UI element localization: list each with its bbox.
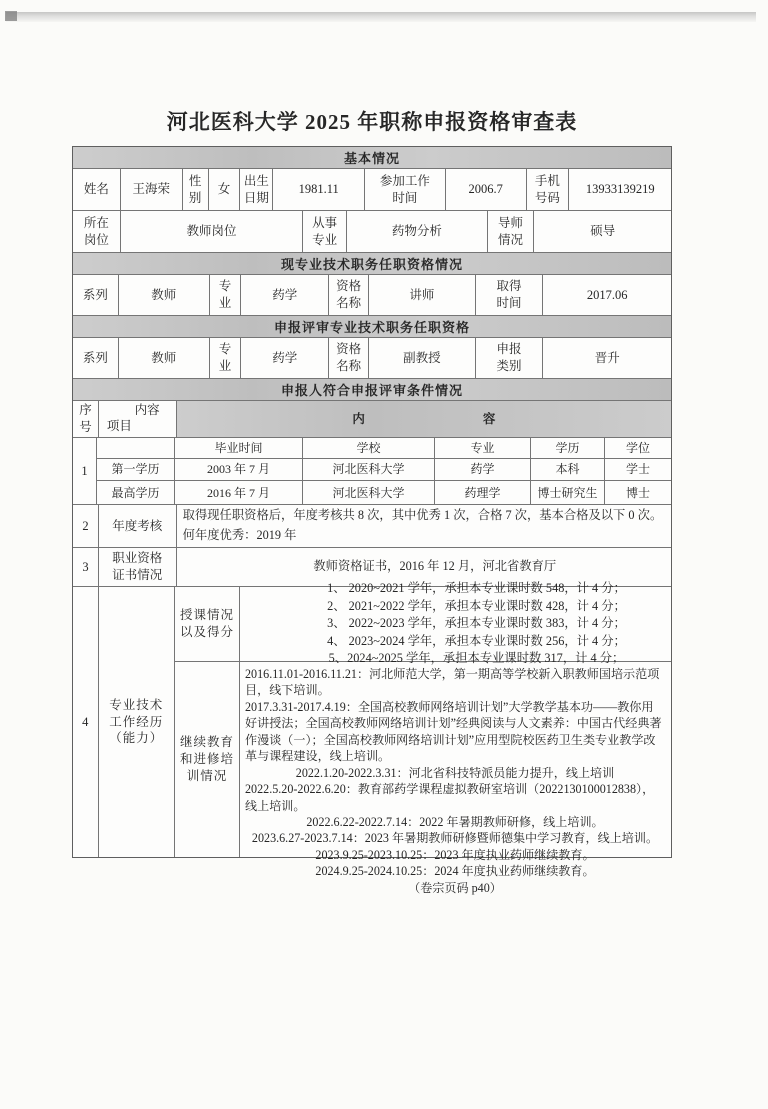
teaching-label: 授课情况以及得分 xyxy=(175,587,240,661)
professional-certificate-number: 3 xyxy=(73,548,99,586)
obtained-time-label: 取得时间 xyxy=(476,275,544,315)
phone-label: 手机号码 xyxy=(527,169,570,210)
apply-major-label: 专业 xyxy=(210,338,242,378)
teaching-subrow xyxy=(175,581,671,666)
training-line: 2023.6.27-2023.7.14：2023 年暑期教师研修暨师德集中学习教育，线上培训。 xyxy=(251,831,659,846)
apply-type-value: 晋升 xyxy=(594,350,620,365)
post-value: 教师岗位 xyxy=(121,211,303,252)
work-experience-row xyxy=(73,581,671,895)
basic-info-row-1 xyxy=(73,169,671,211)
name-value: 王海荣 xyxy=(121,169,183,210)
education-empty-cell xyxy=(97,438,175,458)
apply-qualification-name-label: 资格名称 xyxy=(329,338,369,378)
work-experience-label: 专业技术工作经历（能力） xyxy=(99,587,175,857)
section-header-apply-qualification: 申报评审专业技术职务任职资格 xyxy=(73,316,671,338)
highest-level: 博士研究生 xyxy=(531,481,605,504)
first-education-row xyxy=(97,459,671,482)
professional-certificate-label: 职业资格证书情况 xyxy=(99,548,177,586)
professional-certificate-content: 教师资格证书，2016 年 12 月，河北省教育厅 xyxy=(313,559,557,574)
training-line: 2024.9.25-2024.10.25：2024 年度执业药师继续教育。 xyxy=(315,864,595,879)
highest-education-label: 最高学历 xyxy=(97,481,175,504)
highest-school: 河北医科大学 xyxy=(303,481,435,504)
annual-assessment-content: 取得现任职资格后，年度考核共 8 次，其中优秀 1 次，合格 7 次，基本合格及以下 0 次。何年度优秀：2019 年 xyxy=(182,508,663,542)
highest-education-row xyxy=(97,481,671,504)
education-row xyxy=(73,438,671,505)
profession-value: 药物分析 xyxy=(347,211,488,252)
first-major: 药学 xyxy=(435,459,531,481)
apply-series-label: 系列 xyxy=(73,338,119,378)
education-subheader-row xyxy=(97,438,671,459)
section-header-basic: 基本情况 xyxy=(73,147,671,169)
conditions-table-header xyxy=(73,401,671,438)
apply-type-label: 申报类别 xyxy=(476,338,544,378)
grad-time-header: 毕业时间 xyxy=(175,438,303,458)
major-label: 专业 xyxy=(210,275,242,315)
current-qualification-row xyxy=(73,275,671,316)
seq-no-header: 序号 xyxy=(73,401,99,437)
teaching-content xyxy=(240,581,671,666)
scan-top-edge-shadow xyxy=(6,12,756,22)
phone-value: 13933139219 xyxy=(585,182,655,197)
teaching-line: 3、 2022~2023 学年，承担本专业课时数 383，计 4 分； xyxy=(327,616,626,631)
work-start-label: 参加工作时间 xyxy=(365,169,446,210)
training-label: 继续教育和进修培训情况 xyxy=(175,662,240,857)
obtained-time-value: 2017.06 xyxy=(586,287,628,302)
degree-header: 学位 xyxy=(625,440,650,455)
apply-major-value: 药学 xyxy=(241,338,329,378)
highest-major: 药理学 xyxy=(435,481,531,504)
profession-label: 从事专业 xyxy=(303,211,347,252)
gender-value: 女 xyxy=(209,169,241,210)
section-header-current-qualification: 现专业技术职务任职资格情况 xyxy=(73,253,671,275)
work-experience-subtable xyxy=(175,581,671,895)
major-value: 药学 xyxy=(241,275,329,315)
section-header-conditions: 申报人符合申报评审条件情况 xyxy=(73,379,671,401)
apply-series-value: 教师 xyxy=(119,338,210,378)
birth-date-label: 出生日期 xyxy=(240,169,273,210)
training-line: 2022.6.22-2022.7.14：2022 年暑期教师研修，线上培训。 xyxy=(306,814,604,829)
training-line: 2022.1.20-2022.3.31：河北省科技特派员能力提升，线上培训 xyxy=(295,765,615,780)
teaching-line: 1、 2020~2021 学年，承担本专业课时数 548，计 4 分； xyxy=(327,581,626,596)
training-line: 2023.9.25-2023.10.25：2023 年度执业药师继续教育。 xyxy=(315,847,595,862)
item-name-header: 内容 项目 xyxy=(99,401,177,437)
birth-date-value: 1981.11 xyxy=(273,169,365,210)
highest-degree: 博士 xyxy=(625,485,650,500)
training-content xyxy=(240,662,671,895)
series-value: 教师 xyxy=(119,275,210,315)
mentor-value: 硕导 xyxy=(590,224,616,239)
education-row-number: 1 xyxy=(73,438,97,504)
basic-info-row-2 xyxy=(73,211,671,253)
highest-grad-time: 2016 年 7 月 xyxy=(175,481,303,504)
form-title: 河北医科大学 2025 年职称申报资格审查表 xyxy=(166,110,578,134)
qualification-name-value: 讲师 xyxy=(369,275,476,315)
post-label: 所在岗位 xyxy=(73,211,121,252)
edu-level-header: 学历 xyxy=(531,438,605,458)
content-header: 内 容 xyxy=(177,401,671,437)
work-experience-number: 4 xyxy=(73,587,99,857)
mentor-label: 导师情况 xyxy=(488,211,535,252)
apply-qualification-row xyxy=(73,338,671,379)
review-form-table xyxy=(72,146,672,895)
school-header: 学校 xyxy=(303,438,435,458)
qualification-name-label: 资格名称 xyxy=(329,275,369,315)
first-education-label: 第一学历 xyxy=(97,459,175,481)
education-subtable xyxy=(97,438,671,504)
gender-label: 性别 xyxy=(183,169,209,210)
teaching-line: 5、2024~2025 学年，承担本专业课时数 317，计 4 分； xyxy=(328,651,625,666)
first-school: 河北医科大学 xyxy=(303,459,435,481)
first-level: 本科 xyxy=(531,459,605,481)
annual-assessment-number: 2 xyxy=(73,505,99,547)
scan-corner-artifact xyxy=(5,11,17,21)
first-grad-time: 2003 年 7 月 xyxy=(175,459,303,481)
name-label: 姓名 xyxy=(73,169,121,210)
series-label: 系列 xyxy=(73,275,119,315)
teaching-line: 2、 2021~2022 学年，承担本专业课时数 428，计 4 分； xyxy=(327,598,626,613)
training-line: （卷宗页码 p40） xyxy=(408,880,502,895)
work-start-value: 2006.7 xyxy=(446,169,527,210)
apply-qualification-name-value: 副教授 xyxy=(369,338,476,378)
annual-assessment-row xyxy=(73,505,671,548)
first-degree: 学士 xyxy=(625,462,650,477)
edu-major-header: 专业 xyxy=(435,438,531,458)
training-subrow xyxy=(175,662,671,895)
training-line: 2017.3.31-2017.4.19：全国高校教师网络培训计划”大学教学基本功——教你用好讲授法；全国高校教师网络培训计划”经典阅读与人文素养：中国古代经典著作漫谈（一）；全国高校教师网络培训计划”应用型院校医药卫生类专业教学改革与课程建设，线上培训。 xyxy=(245,699,662,764)
teaching-line: 4、 2023~2024 学年，承担本专业课时数 256，计 4 分； xyxy=(327,633,626,648)
training-line: 2016.11.01-2016.11.21：河北师范大学，第一期高等学校新入职教师国培示范项目，线下培训。 xyxy=(245,667,660,698)
training-line: 2022.5.20-2022.6.20：教育部药学课程虚拟教研室培训（2022130100012838），线上培训。 xyxy=(245,782,655,813)
annual-assessment-label: 年度考核 xyxy=(99,505,177,547)
